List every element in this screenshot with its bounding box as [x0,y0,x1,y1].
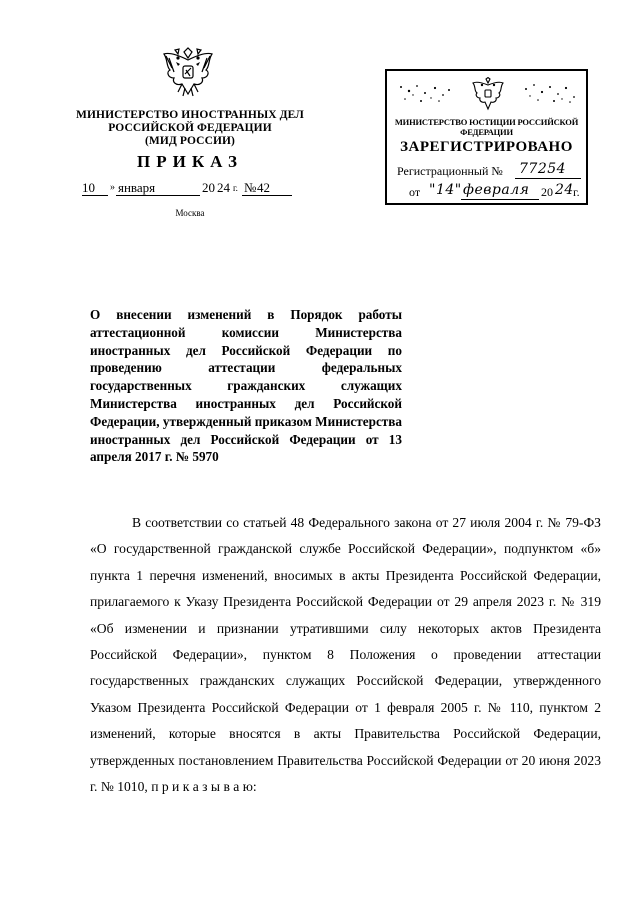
stamp-coat-of-arms-icon [471,77,505,113]
ministry-line-1: МИНИСТЕРСТВО ИНОСТРАННЫХ ДЕЛ [76,109,304,121]
order-subject: О внесении изменений в Порядок работы аттестационной комиссии Министерства иностранных дел Российской Федерации по проведению аттестации федеральных государственных гражданских служащих Министерства иностранных дел Российской Федерации, утвержденный приказом Министерства иностранных дел Российской Федерации от 13 апреля 2017 г. № 5970 [90,307,402,465]
stamp-reg-label: Регистрационный № [397,164,503,178]
stamp-date-line [409,182,584,200]
underline [461,199,539,200]
stamp-texture-right [522,81,582,105]
order-year-suffix: 24 [217,180,230,195]
underline [82,195,108,196]
order-year-label: г. [233,183,238,193]
stamp-status: ЗАРЕГИСТРИРОВАНО [400,139,573,155]
registration-stamp [385,69,588,205]
order-body-paragraph: В соответствии со статьей 48 Федерального закона от 27 июля 2004 г. № 79-ФЗ «О государственной гражданской службе Российской Федерации», подпунктом «б» пункта 1 перечня изменений, вносимых в акты Президента Российской Федерации, прилагаемого к Указу Президента Российской Федерации от 29 апреля 2023 г. № 319 «Об изменении и признании утратившими силу некоторых актов Президента Российской Федерации», пунктом 8 Положения о проведении аттестации государственных гражданских служащих Российской Федерации, утвержденного Указом Президента Российской Федерации от 1 февраля 2005 г. № 110, пунктом 2 изменений, которые вносятся в акты Правительства Российской Федерации, утвержденных постановлением Правительства Российской Федерации от 20 июня 2023 г. № 1010, п р и к а з ы в а ю: [90,515,601,795]
russian-coat-of-arms-icon [160,44,216,100]
order-year-prefix: 20 [202,180,215,195]
stamp-ministry-name: МИНИСТЕРСТВО ЮСТИЦИИ РОССИЙСКОЙ ФЕДЕРАЦИИ [394,117,579,137]
order-number: 42 [257,180,270,195]
ministry-name [70,109,310,148]
order-title: ПРИКАЗ [137,152,243,171]
order-day: 10 [82,180,95,195]
stamp-date-year-prefix: 20 [541,185,553,199]
underline [116,195,200,196]
stamp-date-prefix: от [409,185,421,199]
stamp-date-year-label: г. [573,185,580,199]
stamp-registration-number-line [397,161,582,179]
stamp-reg-number: 77254 [519,161,567,177]
underline [515,178,581,179]
stamp-texture-left [395,81,455,105]
order-date-number-line: 10 » января 20 24 г. № 42 [82,178,292,198]
order-month: января [118,180,156,195]
stamp-date-year-suffix: 24 [555,182,574,198]
underline [242,195,292,196]
stamp-date-month: февраля [463,182,530,198]
ministry-line-3: (МИД РОССИИ) [145,135,235,147]
stamp-date-day: "14" [429,182,462,198]
city: Москва [175,208,205,218]
ministry-line-2: РОССИЙСКОЙ ФЕДЕРАЦИИ [108,122,272,134]
order-number-label: № [244,180,257,195]
